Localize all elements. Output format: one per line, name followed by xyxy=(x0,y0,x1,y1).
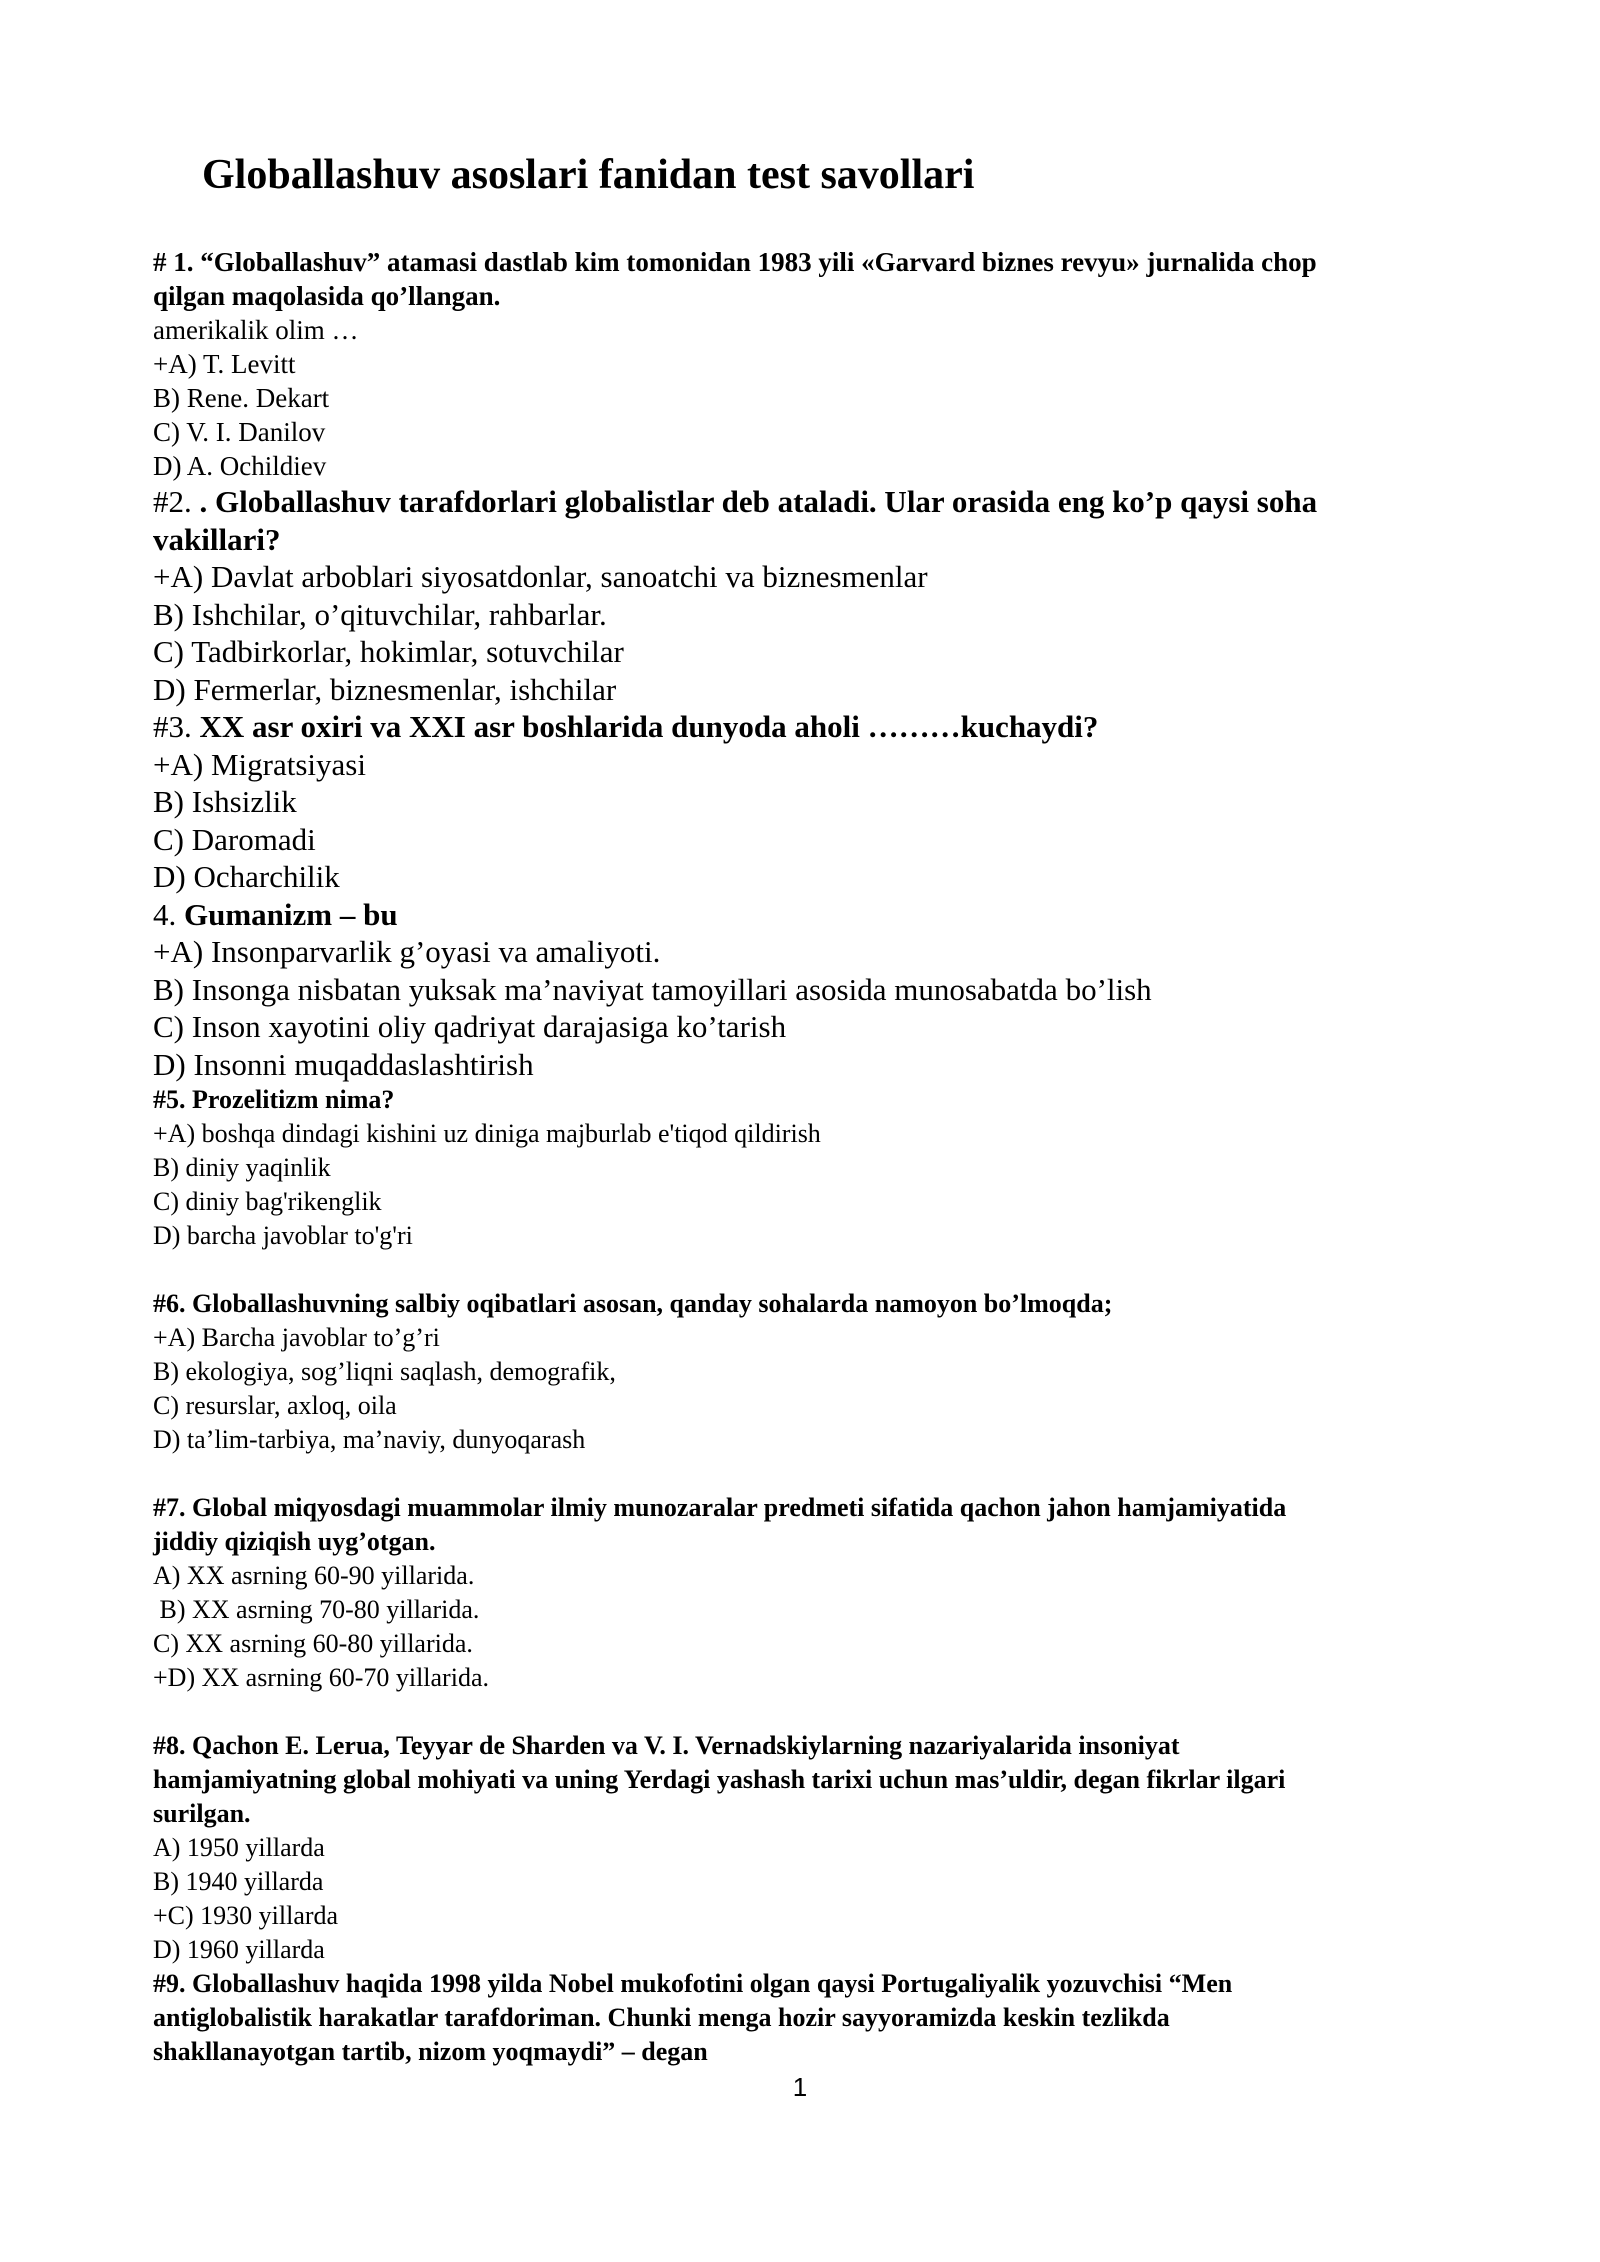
question-4-text: Gumanizm – bu xyxy=(176,896,398,932)
question-3-option-a: +A) Migratsiyasi xyxy=(153,746,366,782)
question-7-option-d: +D) XX asrning 60-70 yillarida. xyxy=(153,1663,489,1692)
question-3-option-d: D) Ocharchilik xyxy=(153,859,340,894)
question-6-option-b: B) ekologiya, sog’liqni saqlash, demografik, xyxy=(153,1357,616,1386)
question-5-option-d: D) barcha javoblar to'g'ri xyxy=(153,1221,413,1250)
question-9-text-line-1: #9. Globallashuv haqida 1998 yilda Nobel mukofotini olgan qaysi Portugaliyalik yozuvchisi “Men xyxy=(153,1969,1233,1998)
question-8-option-d: D) 1960 yillarda xyxy=(153,1935,325,1964)
question-5 xyxy=(153,1083,1473,1253)
question-2-option-c: C) Tadbirkorlar, hokimlar, sotuvchilar xyxy=(153,634,624,669)
question-8-text-line-3: surilgan. xyxy=(153,1799,251,1828)
question-6-option-a: +A) Barcha javoblar to’g’ri xyxy=(153,1323,440,1352)
question-8 xyxy=(153,1729,1473,1967)
question-4-option-a: +A) Insonparvarlik g’oyasi va amaliyoti. xyxy=(153,934,661,969)
question-7-option-a: A) XX asrning 60-90 yillarida. xyxy=(153,1561,475,1590)
question-3-text: XX asr oxiri va XXI asr boshlarida dunyoda aholi ………kuchaydi? xyxy=(191,709,1099,744)
question-2-option-a: +A) Davlat arboblari siyosatdonlar, sanoatchi va biznesmenlar xyxy=(153,559,928,594)
question-2 xyxy=(153,483,1473,708)
question-3 xyxy=(153,708,1473,896)
question-6-option-d: D) ta’lim-tarbiya, ma’naviy, dunyoqarash xyxy=(153,1425,586,1454)
question-4-number: 4. xyxy=(153,896,177,932)
question-7-option-c: C) XX asrning 60-80 yillarida. xyxy=(153,1629,473,1658)
question-1-text-line-1: # 1. “Globallashuv” atamasi dastlab kim tomonidan 1983 yili «Garvard biznes revyu» jurnalida chop xyxy=(153,247,1317,277)
question-6 xyxy=(153,1287,1473,1457)
question-1-text-line-2: qilgan maqolasida qo’llangan. xyxy=(153,281,501,311)
question-1 xyxy=(153,245,1473,483)
question-1-option-a: +A) T. Levitt xyxy=(153,349,296,379)
question-5-option-a: +A) boshqa dindagi kishini uz diniga majburlab e'tiqod qildirish xyxy=(153,1119,821,1148)
question-3-option-b: B) Ishsizlik xyxy=(153,784,297,819)
question-2-text-line-2: vakillari? xyxy=(153,521,281,557)
question-3-option-c: C) Daromadi xyxy=(153,821,316,857)
question-1-option-c: C) V. I. Danilov xyxy=(153,417,326,447)
question-4-option-d: D) Insonni muqaddaslashtirish xyxy=(153,1046,534,1082)
question-5-option-c: C) diniy bag'rikenglik xyxy=(153,1187,382,1216)
question-8-option-c: +C) 1930 yillarda xyxy=(153,1901,339,1930)
question-6-option-c: C) resurslar, axloq, oila xyxy=(153,1391,397,1420)
question-4 xyxy=(153,896,1473,1084)
question-2-text-line-1: . Globallashuv tarafdorlari globalistlar deb ataladi. Ular orasida eng ko’p qaysi soha xyxy=(191,484,1318,519)
question-2-number: #2. xyxy=(153,484,192,519)
question-4-option-b: B) Insonga nisbatan yuksak ma’naviyat tamoyillari asosida munosabatda bo’lish xyxy=(153,971,1152,1007)
question-6-text: #6. Globallashuvning salbiy oqibatlari asosan, qanday sohalarda namoyon bo’lmoqda; xyxy=(153,1289,1113,1318)
document-title: Globallashuv asoslari fanidan test savollari xyxy=(202,152,975,198)
question-2-option-d: D) Fermerlar, biznesmenlar, ishchilar xyxy=(153,671,617,707)
question-4-option-c: C) Inson xayotini oliy qadriyat darajasiga ko’tarish xyxy=(153,1009,787,1044)
question-9-text-line-2: antiglobalistik harakatlar tarafdoriman. Chunki menga hozir sayyoramizda keskin tezlikda xyxy=(153,2003,1170,2032)
page-number: 1 xyxy=(792,2072,808,2102)
question-9 xyxy=(153,1967,1473,2069)
question-7 xyxy=(153,1491,1473,1695)
question-1-option-b: B) Rene. Dekart xyxy=(153,383,330,413)
question-1-lead: amerikalik olim … xyxy=(153,315,359,345)
spacer xyxy=(153,1457,1473,1491)
question-5-text: #5. Prozelitizm nima? xyxy=(153,1085,395,1114)
spacer xyxy=(153,1695,1473,1729)
question-5-option-b: B) diniy yaqinlik xyxy=(153,1153,331,1182)
question-7-option-b: B) XX asrning 70-80 yillarida. xyxy=(153,1595,480,1624)
question-8-text-line-2: hamjamiyatning global mohiyati va uning Yerdagi yashash tarixi uchun mas’uldir, degan fikrlar ilgari xyxy=(153,1765,1286,1794)
question-7-text-line-1: #7. Global miqyosdagi muammolar ilmiy munozaralar predmeti sifatida qachon jahon hamjamiyatida xyxy=(153,1493,1287,1522)
question-8-text-line-1: #8. Qachon E. Lerua, Teyyar de Sharden va V. I. Vernadskiylarning nazariyalarida insoniyat xyxy=(153,1731,1180,1760)
question-7-text-line-2: jiddiy qiziqish uyg’otgan. xyxy=(153,1527,436,1556)
document-body xyxy=(153,245,1473,2069)
question-9-text-line-3: shakllanayotgan tartib, nizom yoqmaydi” – degan xyxy=(153,2037,708,2066)
question-1-option-d: D) A. Ochildiev xyxy=(153,451,327,481)
question-2-option-b: B) Ishchilar, o’qituvchilar, rahbarlar. xyxy=(153,596,607,632)
question-8-option-b: B) 1940 yillarda xyxy=(153,1867,324,1896)
question-3-number: #3. xyxy=(153,709,192,744)
question-8-option-a: A) 1950 yillarda xyxy=(153,1833,325,1862)
spacer xyxy=(153,1253,1473,1287)
